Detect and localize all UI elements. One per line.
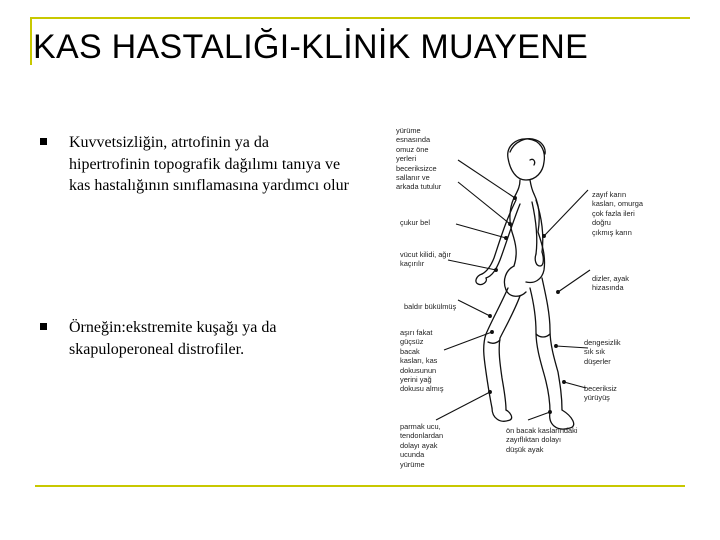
pointer-hip: [448, 260, 496, 270]
pointer-knee-front: [558, 270, 590, 292]
figure-label: beceriksiz yürüyüş: [584, 384, 617, 403]
pointer-belly: [544, 190, 588, 236]
figure-label: çukur bel: [400, 218, 430, 227]
knee-back: [488, 340, 500, 343]
pointer-back: [458, 182, 510, 224]
figure-label: dengesizlik sık sık düşerler: [584, 338, 621, 366]
head: [508, 139, 545, 180]
knee-front: [536, 334, 550, 337]
belly-line: [526, 194, 545, 283]
figure-label: baldır bükülmüş: [404, 302, 457, 311]
figure-label: aşırı fakat güçsüz bacak kasları, kas dokusunun yerini yağ dokusu almış: [400, 328, 444, 394]
title-top-rule: [30, 17, 690, 19]
hand-back: [476, 274, 486, 285]
pointer-sway: [456, 224, 506, 238]
pointer-knee-back: [458, 300, 490, 316]
arm-front: [532, 200, 543, 254]
ear: [530, 159, 535, 165]
square-bullet-icon: [40, 323, 47, 330]
hand-front: [535, 252, 543, 266]
pointer-toe: [436, 392, 490, 420]
bullet-text: Örneğin:ekstremite kuşağı ya da skapuloperoneal distrofiler.: [69, 319, 277, 358]
bullet-text: Kuvvetsizliğin, atrtofinin ya da hipertrofinin topografik dağılımı tanıya ve kas hastalığının sınıflamasına yardımcı olur: [69, 134, 349, 194]
pointer-gait: [564, 382, 586, 388]
foot-back: [492, 408, 512, 421]
slide-title: KAS HASTALIĞI-KLİNİK MUAYENE: [33, 28, 589, 66]
title-vertical-rule: [30, 17, 32, 65]
buttocks: [504, 266, 526, 296]
square-bullet-icon: [40, 138, 47, 145]
bottom-rule: [35, 485, 685, 487]
figure-label: yürüme esnasında omuz öne yerleri beceriksizce sallanır ve arkada tutulur: [396, 126, 442, 192]
figure-label: dizler, ayak hizasında: [592, 274, 629, 293]
figure-label: ön bacak kaslarındaki zayıflıktan dolayı düşük ayak: [506, 426, 578, 454]
pointer-shoulder: [458, 160, 515, 198]
figure-label: parmak ucu, tendonlardan dolayı ayak ucunda yürüme: [400, 422, 444, 469]
figure-label: zayıf karın kasları, omurga çok fazla ileri doğru çıkmış karın: [592, 190, 643, 237]
figure-label: vücut kilidi, ağır kaçırılır: [400, 250, 451, 269]
medical-illustration: [360, 120, 660, 480]
pointer-foot-drop: [528, 412, 550, 420]
neck: [516, 180, 534, 194]
